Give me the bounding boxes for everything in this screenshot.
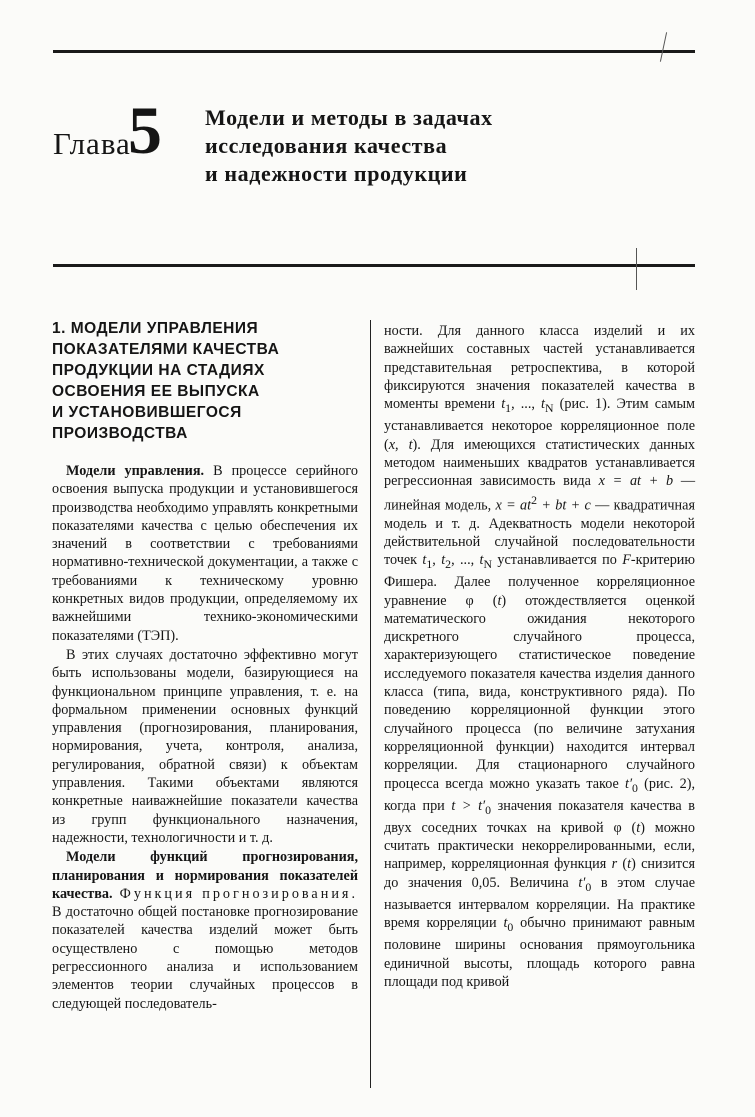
superscript: 2 (531, 492, 538, 507)
run-in-heading: Модели функций прогнозирования, планирования и нормирования показателей качества. (52, 849, 358, 902)
text: в этом случае называется интервалом корреляции. На практике время корреляции (384, 874, 695, 932)
text: , ..., (511, 396, 542, 413)
math: t (422, 552, 427, 569)
math: x = at (495, 497, 532, 514)
chapter-number: 5 (128, 92, 162, 168)
text: , (395, 436, 409, 453)
math: t (441, 552, 446, 569)
text: (рис. 2), когда при (384, 775, 695, 814)
chapter-title-line: исследования качества (205, 133, 448, 158)
math: t (636, 819, 641, 836)
text: , (432, 552, 442, 569)
subscript: N (544, 401, 554, 416)
math: t > t′ (451, 797, 486, 814)
math: t (497, 592, 502, 609)
text: -критерию Фишера. Далее полученное корреляционное уравнение φ ( (384, 552, 695, 609)
spaced-subheading: Функция прогнозирования. (112, 885, 358, 902)
chapter-title (205, 104, 493, 188)
paragraph-forecast-models (52, 848, 358, 1013)
text: ) можно считать практически некоррелированными, если, например, корреляционная функция (384, 819, 695, 873)
text: устанавливается по (492, 552, 623, 569)
paragraph-text: В этих случаях достаточно эффективно могут быть использованы модели, базирующиеся на функциональном принципе управления, т. е. на формальном применении основных функций управления (прогнозирования, планирования, нормирования, учета, контроля, анализа, регулирования, обратной связи) к объектам управления. Такими объектами являются конкретные наиважнейшие показатели качества из групп функционального назначения, надежности, технологичности и т. д. (52, 646, 358, 846)
math: t (479, 552, 484, 569)
section-heading-line: ПРОДУКЦИИ НА СТАДИЯХ (52, 362, 265, 379)
text: ( (617, 856, 628, 873)
subscript: 2 (445, 556, 452, 571)
chapter-title-line: и надежности продукции (205, 161, 468, 186)
paragraph-functional-principle (52, 646, 358, 847)
paragraph-control-models (52, 462, 358, 645)
section-heading-line: ОСВОЕНИЯ ЕЕ ВЫПУСКА (52, 383, 260, 400)
subscript: 0 (585, 879, 592, 894)
paragraph-text: В процессе серийного освоения выпуска продукции и установившегося производства необходимо управлять конкретными показателями качества с целью обеспечения их значений в соответствии с требованиями нормативно-технической документации, а также с требованиями к техническому уровню конкретных видов продукции, определяемому их важнейшими технико-экономическими показателями (ТЭП). (52, 463, 358, 644)
math: t (541, 396, 545, 413)
chapter-bottom-rule (53, 264, 695, 267)
math: t (501, 396, 506, 413)
run-in-heading: Модели управления. (66, 463, 205, 479)
subscript: 0 (485, 802, 492, 817)
text: значения показателя качества в двух соседних точках на кривой φ ( (384, 797, 696, 836)
text: (рис. 1). Этим самым устанавливается некоторое корреляционное поле ( (384, 396, 696, 453)
subscript: 0 (507, 919, 514, 934)
section-heading-line: 1. МОДЕЛИ УПРАВЛЕНИЯ (52, 320, 259, 337)
text: — квадратичная модель и т. д. Адекватность модели некоторой действительной случайной последовательности точек (384, 497, 695, 569)
math: t′ (578, 874, 586, 891)
text: обычно принимают равным половине ширины основания прямоугольника единичной высоты, площадь которого равна площади под кривой (384, 915, 695, 990)
text: , ..., (451, 552, 480, 569)
section-heading-line: ПОКАЗАТЕЛЯМИ КАЧЕСТВА (52, 341, 280, 358)
section-heading (52, 318, 358, 444)
math: r (611, 856, 618, 873)
text: ) снизится до значения 0,05. Величина (384, 856, 695, 891)
bottom-rule-mark (636, 248, 637, 290)
math: t′ (625, 775, 633, 792)
text: — линейная модель, (384, 473, 696, 514)
top-rule (53, 50, 695, 53)
right-column (384, 322, 695, 991)
subscript: 1 (505, 401, 512, 416)
math: x = at + b (598, 473, 674, 490)
math: F (622, 552, 631, 569)
section-heading-line: ПРОИЗВОДСТВА (52, 425, 188, 442)
math: t (503, 915, 508, 932)
text: ). Для имеющихся статистических данных методом наименьших квадратов устанавливается регрессионная зависимость вида (384, 436, 695, 490)
text: ) отождествляется оценкой математического ожидания некоторого дискретного случайного процесса, характеризующего статистическое поведение исследуемого показателя качества изделия данного класса (типа, вида, конструктивного ряда). По поведению корреляционной функции этого случайного процесса (по величине затухания корреляционной функции) находится интервал корреляции. Для стационарного случайного процесса всегда можно указать такое (384, 592, 695, 792)
math: x (388, 436, 396, 453)
subscript: 1 (426, 556, 433, 571)
paragraph-text: В достаточно общей постановке прогнозирование показателей качества изделий может быть осуществлено с помощью методов регрессионного анализа и использованием элементов теории случайных процессов в следующей последователь- (52, 904, 358, 1012)
subscript: N (483, 556, 493, 571)
math: + bt + c (537, 497, 591, 514)
subscript: 0 (632, 780, 638, 795)
top-rule-mark (660, 32, 667, 62)
chapter-label: Глава (53, 126, 131, 161)
column-separator (370, 320, 371, 1088)
section-heading-line: И УСТАНОВИВШЕГОСЯ (52, 404, 242, 421)
chapter-title-line: Модели и методы в задачах (205, 105, 493, 130)
math: t (627, 856, 632, 873)
text: ности. Для данного класса изделий и их важнейших составных частей устанавливается представительная ретроспектива, в которой фиксируются значения показателей качества в моменты времени (384, 323, 695, 413)
math: t (408, 436, 413, 453)
paragraph-regression (384, 322, 695, 991)
left-column (52, 318, 358, 1013)
